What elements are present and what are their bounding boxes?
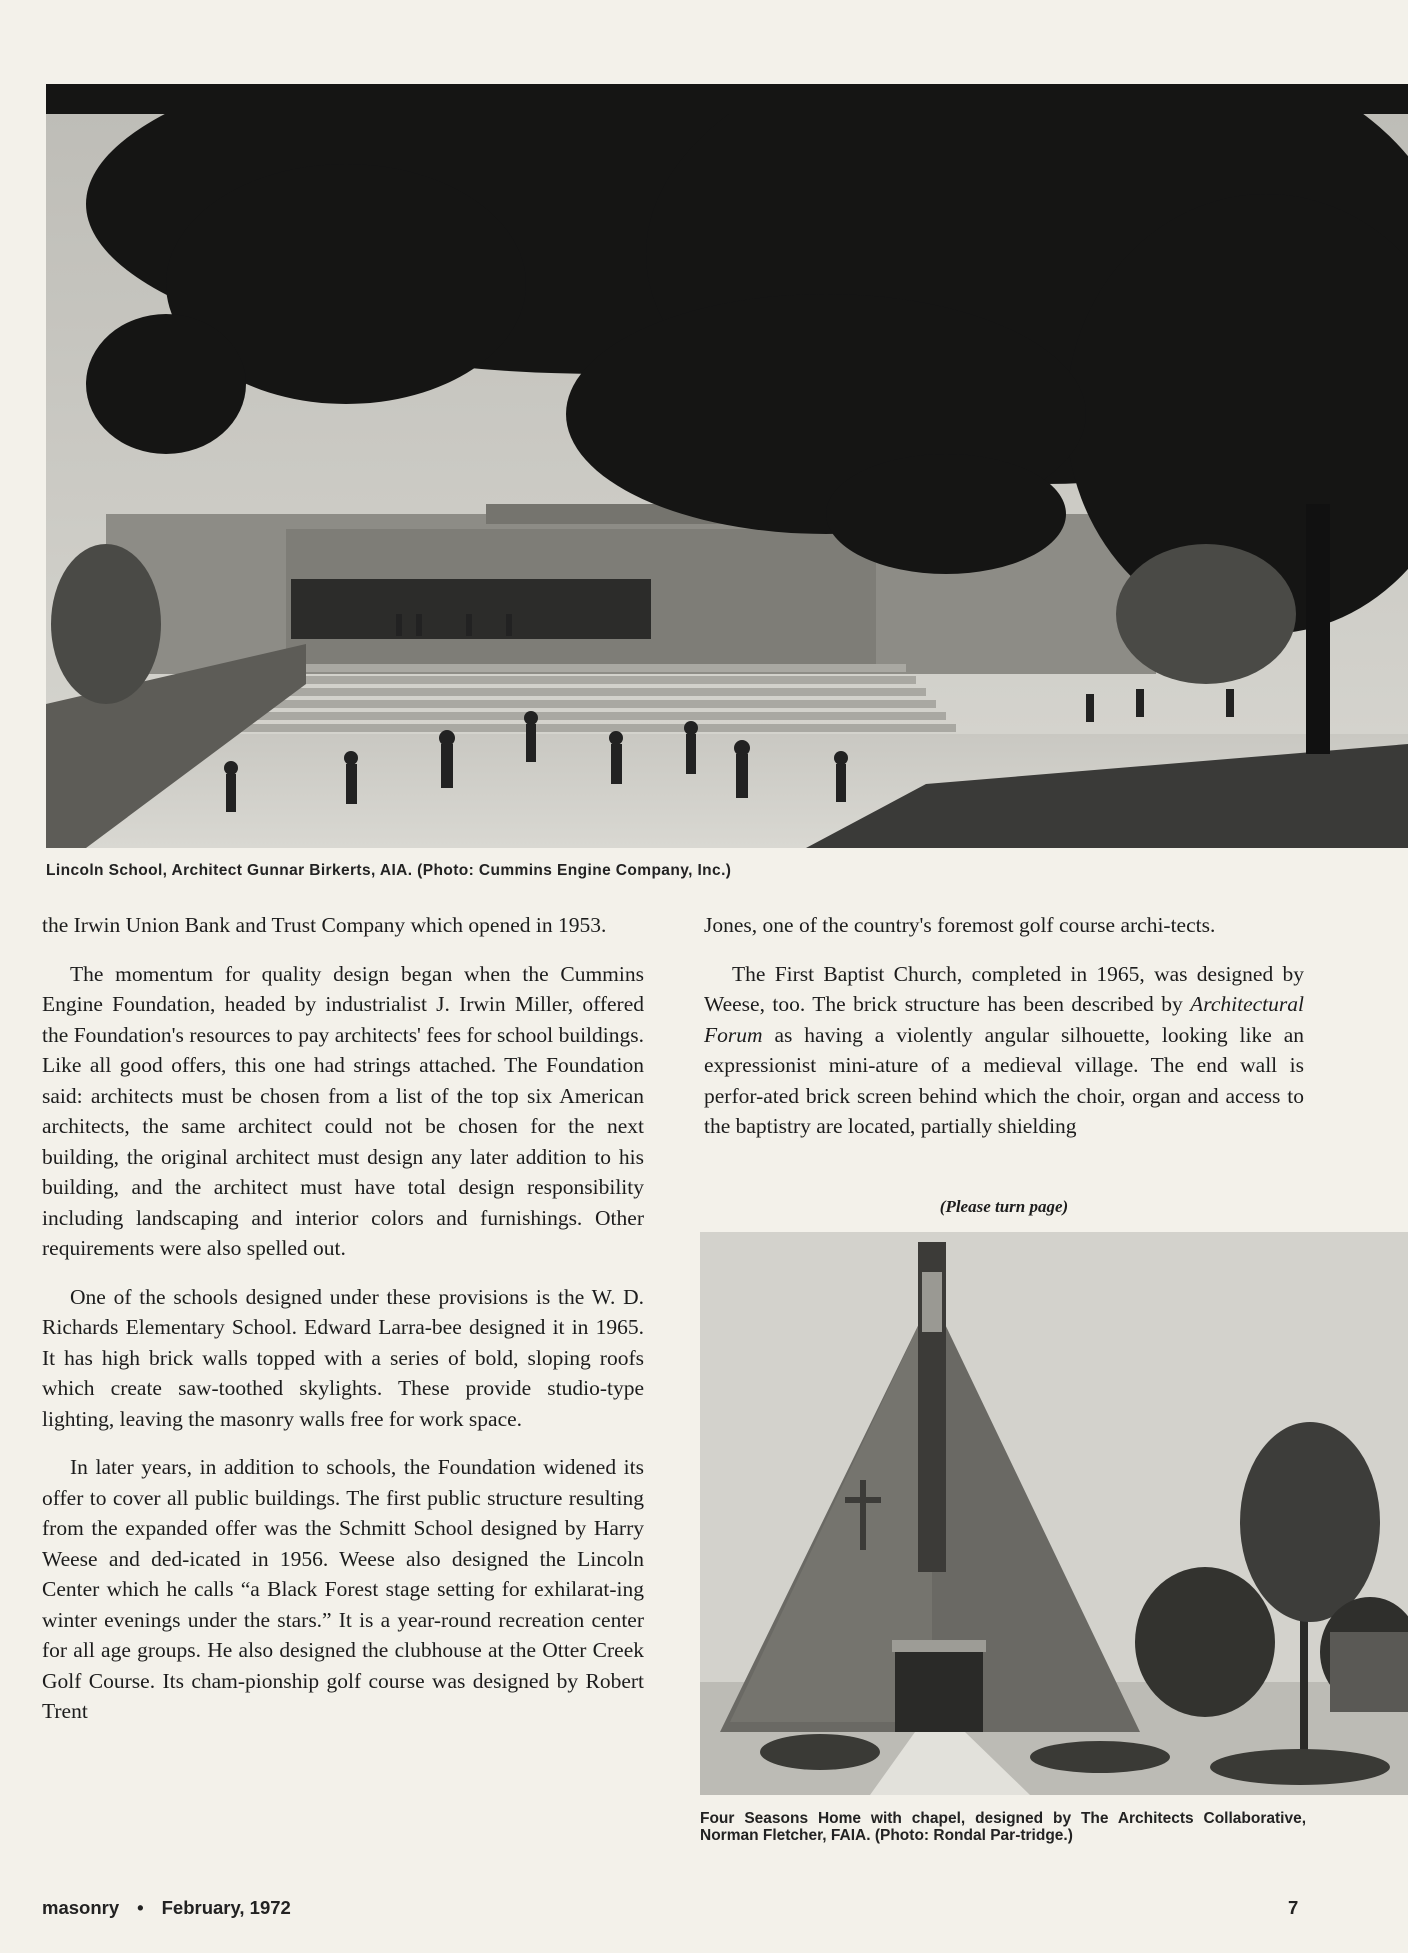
lincoln-school-photo bbox=[46, 84, 1408, 848]
right-text-column bbox=[704, 910, 1304, 1142]
left-paragraph-4: In later years, in addition to schools, the Foundation widened its offer to cover all public buildings. The first public structure resulting from the expanded offer was the Schmitt School designed by Harry Weese and ded-icated in 1956. Weese also designed the Lincoln Center which he calls “a Black Forest stage setting for exhilarat-ing winter evenings under the stars.” It is a year-round recreation center for all age groups. He also designed the clubhouse at the Otter Creek Golf Course. Its cham-pionship golf course was designed by Robert Trent bbox=[42, 1455, 644, 1723]
right-paragraph-1: Jones, one of the country's foremost golf course archi-tects. bbox=[704, 913, 1216, 937]
paragraph-text-before: The First Baptist Church, completed in 1965, was designed by Weese, too. The brick structure has been described by bbox=[704, 961, 1304, 1016]
page-number: 7 bbox=[1288, 1897, 1299, 1918]
four-seasons-chapel-photo bbox=[700, 1232, 1408, 1795]
turn-page-note: (Please turn page) bbox=[939, 1197, 1069, 1216]
left-paragraph-2: The momentum for quality design began when the Cummins Engine Foundation, headed by industrialist J. Irwin Miller, offered the Foundation's resources to pay architects' fees for school buildings. Like all good offers, this one had strings attached. The Foundation said: architects must be chosen from a list of the top six American architects, the same architect could not be chosen for the next building, the original architect must design any later addition to his building, and the architect must have total design responsibility including landscaping and interior colors and furnishings. Other requirements were also spelled out. bbox=[42, 961, 644, 1260]
magazine-title: Architectural Forum bbox=[704, 992, 1304, 1047]
paragraph-text-after: as having a violently angular silhouette, looking like an expressionist mini-ature of a medieval village. The end wall is perfor-ated brick screen behind which the choir, organ and access to the baptistry are located, partially shielding bbox=[704, 1022, 1305, 1138]
publication-name: masonry bbox=[42, 1897, 120, 1918]
issue-date: February, 1972 bbox=[161, 1897, 291, 1918]
chapel-caption: Four Seasons Home with chapel, designed by The Architects Collaborative, Norman Fletcher, FAIA. (Photo: Rondal Par-tridge.) bbox=[700, 1810, 1306, 1844]
footer-bullet: • bbox=[137, 1897, 144, 1918]
right-paragraph-2 bbox=[704, 959, 1304, 1142]
left-paragraph-3: One of the schools designed under these provisions is the W. D. Richards Elementary School. Edward Larra-bee designed it in 1965. It has high brick walls topped with a series of bold, sloping roofs which create saw-toothed skylights. These provide studio-type lighting, leaving the masonry walls free for work space. bbox=[42, 1284, 644, 1431]
page-footer bbox=[42, 1897, 291, 1919]
left-text-column bbox=[42, 910, 644, 1727]
left-paragraph-1: the Irwin Union Bank and Trust Company which opened in 1953. bbox=[42, 913, 607, 937]
lincoln-school-caption: Lincoln School, Architect Gunnar Birkerts, AIA. (Photo: Cummins Engine Company, Inc.) bbox=[46, 862, 732, 879]
